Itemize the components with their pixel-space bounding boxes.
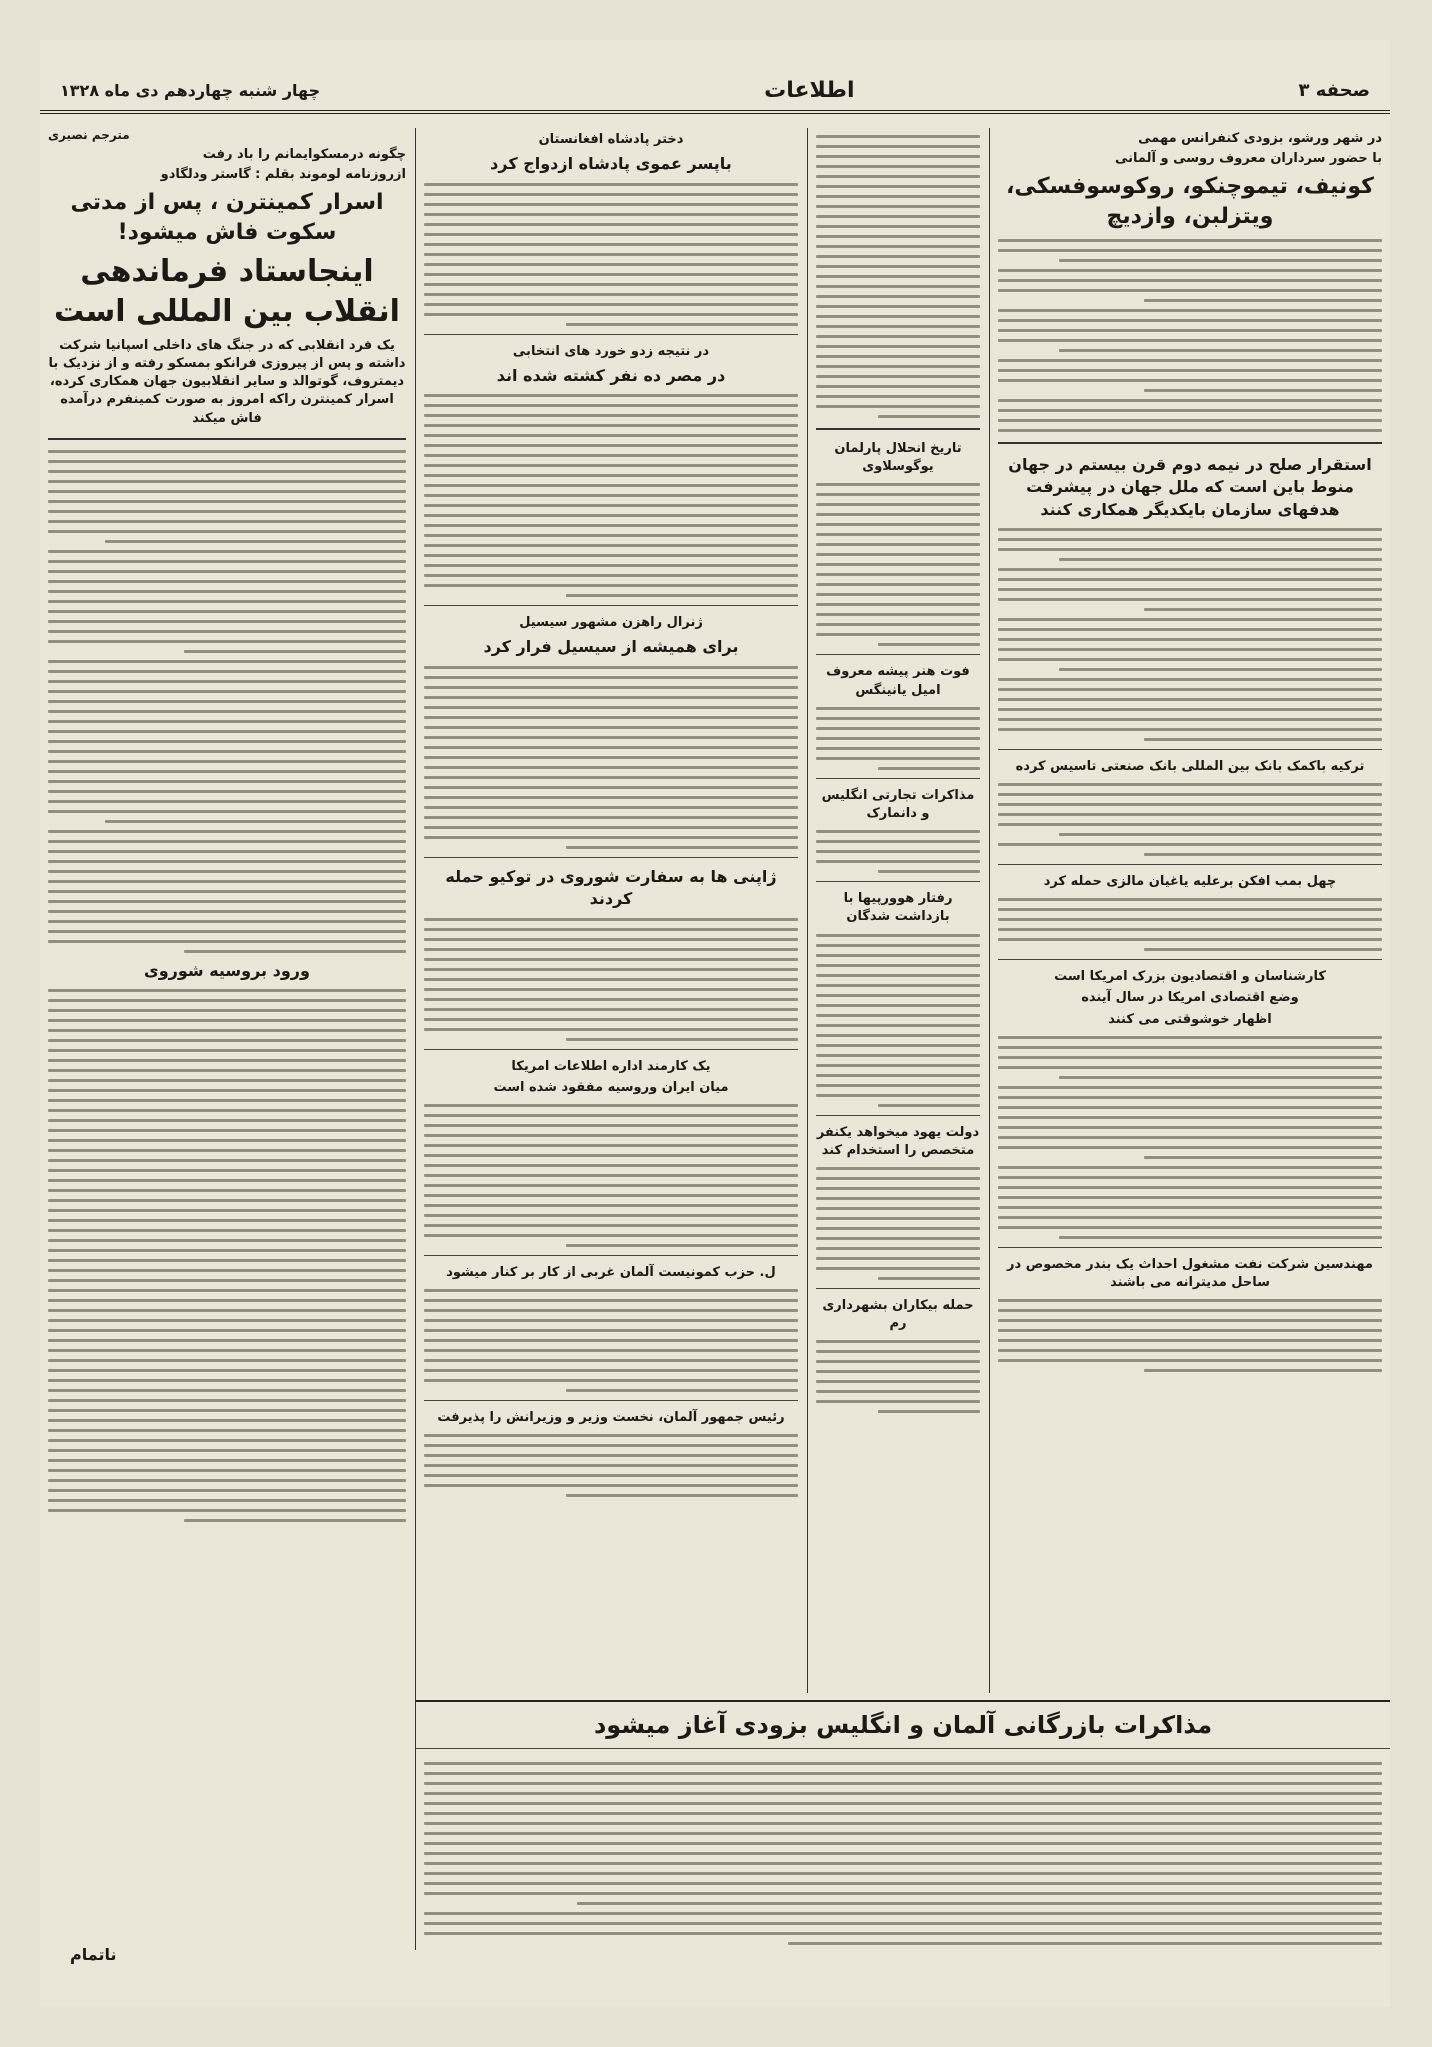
translator-credit: مترجم نصیری xyxy=(48,128,130,142)
divider xyxy=(998,442,1382,444)
divider xyxy=(816,654,980,655)
column-center-left xyxy=(416,128,806,1693)
headline-egypt-killed: در مصر ده نفر کشته شده اند xyxy=(496,365,726,385)
divider xyxy=(816,1288,980,1289)
article-body xyxy=(816,707,980,770)
headline-specialist: دولت یهود میخواهد یکنفر متخصص را استخدام کند xyxy=(816,1124,980,1158)
article-body xyxy=(816,483,980,646)
divider xyxy=(424,605,798,606)
article-body xyxy=(424,394,798,597)
to-be-continued: ناتمام xyxy=(70,1945,117,1964)
paper-name: اطلاعات xyxy=(764,77,855,103)
kicker-warsaw: در شهر ورشو، بزودی کنفرانس مهمی xyxy=(1138,131,1382,146)
column-rule xyxy=(415,128,416,1950)
banner-article-body xyxy=(416,1755,1390,1995)
headline-denmark: مذاکرات تجارتی انگلیس و دانمارک xyxy=(821,787,975,821)
divider xyxy=(48,438,406,440)
kicker-generals: با حضور سرداران معروف روسی و آلمانی xyxy=(1115,151,1382,167)
divider xyxy=(424,1400,798,1401)
series-title: چگونه درمسکوایمانم را باد رفت xyxy=(202,147,406,162)
article-body xyxy=(816,830,980,873)
divider xyxy=(998,959,1382,960)
headline-malaya: چهل بمب افکن برعلیه یاغیان مالزی حمله کرد xyxy=(1043,874,1337,890)
headline-tokyo-embassy: ژاپنی ها به سفارت شوروی در توکیو حمله کردند xyxy=(445,866,777,909)
divider xyxy=(816,778,980,779)
article-body xyxy=(424,918,798,1041)
headline-rome: حمله بیکاران بشهرداری رم xyxy=(822,1297,974,1332)
article-body xyxy=(816,135,980,418)
article-body xyxy=(424,666,798,849)
column-center-right xyxy=(808,128,988,1693)
headline-german-president: رئیس جمهور آلمان، نخست وزیر و وزیرانش را پذیرفت xyxy=(437,1410,785,1426)
article-body xyxy=(48,450,406,953)
headline-elections: در نتیجه زدو خورد های انتخابی xyxy=(512,343,710,359)
headline-german-communist: ل. حزب کمونیست آلمان غربی از کار بر کنار میشود xyxy=(446,1264,776,1280)
headline-sicily-general: ژنرال راهزن مشهور سیسیل xyxy=(519,615,703,631)
headline-us-economists: کارشناسان و اقتصادیون بزرک امریکا است xyxy=(1054,969,1326,985)
article-body xyxy=(998,898,1382,951)
column-right xyxy=(990,128,1390,1693)
headline-yugoslavia: تاریخ انحلال پارلمان یوگوسلاوی xyxy=(834,441,962,475)
headline-satisfaction: اظهار خوشوقتی می کنند xyxy=(1108,1011,1272,1027)
article-body xyxy=(998,1299,1382,1372)
masthead xyxy=(40,70,1390,114)
article-body xyxy=(998,783,1382,856)
headline-oil-engineers: مهندسین شرکت نفت مشغول احداث یک بندر مخصوص در ساحل مدیترانه می باشند xyxy=(1007,1256,1373,1291)
divider xyxy=(998,864,1382,865)
column-left xyxy=(40,128,414,1988)
headline-trade-talks: مذاکرات بازرگانی آلمان و انگلیس بزودی آغاز میشود xyxy=(593,1711,1213,1739)
newspaper-page xyxy=(40,40,1390,2007)
headline-detainees: رفتار هوورپیها با بازداشت شدگان xyxy=(843,891,953,925)
column-rule xyxy=(989,128,990,1693)
headline-generals: کونیف، تیموچنکو، روکوسوفسکی، ویتزلبن، وازدیچ xyxy=(1006,174,1374,230)
column-rule xyxy=(807,128,808,1693)
headline-us-economy: وضع اقتصادی امریکا در سال آینده xyxy=(1081,990,1299,1006)
article-body xyxy=(424,1104,798,1247)
headline-afghan-princess: دختر پادشاه افغانستان xyxy=(538,132,684,147)
headline-peace: استقرار صلح در نیمه دوم قرن بیستم در جهان منوط باین است که ملل جهان در پیشرفت هدفهای سازمان بایکدیگر همکاری کنند xyxy=(1008,454,1372,519)
source-credit: ازروزنامه لوموند بقلم : گاستر ودلگادو xyxy=(160,167,406,183)
article-body xyxy=(816,1167,980,1280)
divider xyxy=(998,1247,1382,1248)
headline-comintern-secrets: اسرار کمینترن ، پس از مدتی سکوت فاش میشود! xyxy=(70,190,384,246)
headline-sicily-escape: برای همیشه از سیسیل فرار کرد xyxy=(483,637,739,657)
article-body xyxy=(816,934,980,1107)
divider xyxy=(998,749,1382,750)
article-body xyxy=(424,1434,798,1497)
page-number: صحفه ۳ xyxy=(1298,79,1370,101)
article-body xyxy=(48,989,406,1522)
article-body xyxy=(816,1340,980,1413)
article-body xyxy=(424,1289,798,1392)
divider xyxy=(424,334,798,335)
divider xyxy=(424,857,798,858)
headline-revolution-hq: اینجاستاد فرماندهی انقلاب بین المللی است xyxy=(54,253,400,330)
article-body xyxy=(998,239,1382,432)
article-body xyxy=(424,1762,1382,1945)
article-body xyxy=(998,528,1382,741)
banner-headline-box xyxy=(416,1700,1390,1749)
divider xyxy=(424,1255,798,1256)
date-line: چهار شنبه چهاردهم دی ماه ۱۳۲۸ xyxy=(60,80,321,100)
headline-jannings: فوت هنر پیشه معروف امیل یانینگس xyxy=(826,664,970,698)
divider xyxy=(816,428,980,430)
divider xyxy=(424,1049,798,1050)
headline-turkey-bank: ترکیه باکمک بانک بین المللی بانک صنعتی تاسیس کرده xyxy=(1015,758,1365,774)
headline-missing: میان ایران وروسیه مفقود شده است xyxy=(493,1079,729,1095)
headline-us-employee: یک کارمند اداره اطلاعات امریکا xyxy=(511,1058,711,1074)
divider xyxy=(816,1115,980,1116)
article-body xyxy=(998,1036,1382,1239)
headline-afghan-marriage: باپسر عموی پادشاه ازدواج کرد xyxy=(490,154,732,174)
headline-arrival-russia: ورود بروسیه شوروی xyxy=(144,960,310,980)
article-body xyxy=(424,183,798,326)
divider xyxy=(816,881,980,882)
headline-spain-revolutionary: یک فرد انقلابی که در جنگ های داخلی اسپانیا شرکت داشته و پس از پیروزی فرانکو بمسکو رفته و از نزدیک با دیمتروف، گوتوالد و سایر انقلابیون جهان همکاری کرده، اسرار کمینترن راکه امروز به صورت کمینفرم درآمده فاش میکند xyxy=(48,337,406,426)
